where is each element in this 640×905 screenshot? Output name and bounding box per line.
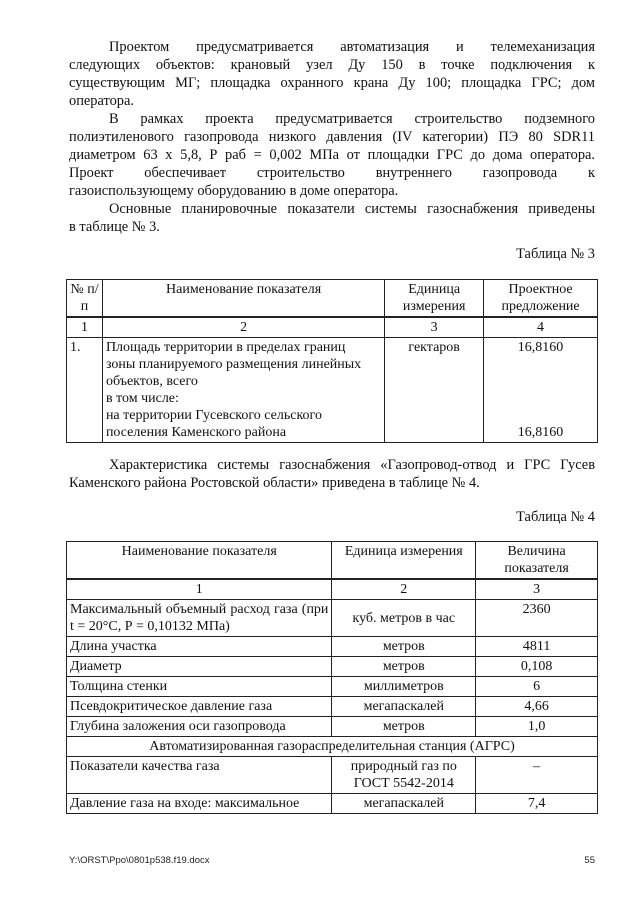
table-row bbox=[67, 697, 598, 717]
text-line: Характеристика системы газоснабжения «Газопровод-отвод и ГРС Гусев bbox=[109, 457, 595, 473]
text-line: В рамках проекта предусматривается строительство подземного bbox=[109, 111, 595, 127]
row-name-line: зоны планируемого размещения линейных bbox=[105, 357, 362, 372]
row-value: 2360 bbox=[476, 600, 598, 637]
header-name: Наименование показателя bbox=[67, 542, 332, 580]
header-value: Величина показателя bbox=[476, 542, 598, 580]
table-row bbox=[67, 637, 598, 657]
row-unit: природный газ по ГОСТ 5542-2014 bbox=[332, 757, 476, 794]
index-cell: 3 bbox=[476, 579, 598, 600]
intro-paragraph-1 bbox=[69, 38, 595, 110]
text-line: оператора. bbox=[69, 93, 134, 109]
text-line: существующим МГ; площадка охранного крана Ду 100; площадка ГРС; дом bbox=[69, 75, 595, 91]
header-num: № п/п bbox=[67, 280, 103, 318]
table4-caption: Таблица № 4 bbox=[516, 509, 595, 525]
row-name: Показатели качества газа bbox=[67, 757, 332, 794]
row-unit: метров bbox=[332, 717, 476, 737]
index-cell: 2 bbox=[332, 579, 476, 600]
table-row bbox=[67, 600, 598, 637]
text-line: следующих объектов: крановый узел Ду 150 в точке подключения к bbox=[69, 57, 595, 73]
index-cell: 2 bbox=[102, 317, 384, 338]
row-name: Диаметр bbox=[67, 657, 332, 677]
row-value: 0,108 bbox=[476, 657, 598, 677]
index-cell: 1 bbox=[67, 579, 332, 600]
text-line: Каменского района Ростовской области» приведена в таблице № 4. bbox=[69, 475, 480, 491]
row-name: Максимальный объемный расход газа (при t = 20°С, Р = 0,10132 МПа) bbox=[67, 600, 332, 637]
table3-header-row bbox=[67, 280, 598, 318]
text-line: Проект обеспечивает строительство внутреннего газопровода к bbox=[69, 165, 595, 181]
row-name: Длина участка bbox=[67, 637, 332, 657]
table4 bbox=[66, 541, 598, 814]
table-row bbox=[67, 757, 598, 794]
row-value: 4811 bbox=[476, 637, 598, 657]
text-line: Основные планировочные показатели системы газоснабжения приведены bbox=[109, 201, 595, 217]
row-unit: метров bbox=[332, 637, 476, 657]
row-value: 4,66 bbox=[476, 697, 598, 717]
row-value bbox=[484, 338, 598, 443]
row-name: Давление газа на входе: максимальное bbox=[67, 794, 332, 814]
footer-file-path: Y:\ORST\Ppo\0801p538.f19.docx bbox=[69, 855, 210, 866]
table3-index-row bbox=[67, 317, 598, 338]
row-num: 1. bbox=[67, 338, 103, 443]
row-name-line: объектов, всего bbox=[105, 374, 198, 389]
text-line: в таблице № 3. bbox=[69, 219, 160, 235]
row-unit: куб. метров в час bbox=[332, 600, 476, 637]
table4-header-row bbox=[67, 542, 598, 580]
table3 bbox=[66, 279, 598, 443]
table-row bbox=[67, 338, 598, 443]
row-unit: метров bbox=[332, 657, 476, 677]
table-row bbox=[67, 657, 598, 677]
middle-paragraph bbox=[69, 456, 595, 492]
table3-caption: Таблица № 3 bbox=[516, 246, 595, 262]
row-name-line: в том числе: bbox=[105, 391, 179, 406]
header-unit: Единица измерения bbox=[385, 280, 484, 318]
row-value-sub: 16,8160 bbox=[517, 425, 564, 440]
table-row bbox=[67, 717, 598, 737]
text-line: Проектом предусматривается автоматизация и телемеханизация bbox=[109, 39, 595, 55]
index-cell: 4 bbox=[484, 317, 598, 338]
text-line: диаметром 63 х 5,8, Р раб = 0,002 МПа от площадки ГРС до дома оператора. bbox=[69, 147, 595, 163]
index-cell: 1 bbox=[67, 317, 103, 338]
header-name: Наименование показателя bbox=[102, 280, 384, 318]
row-unit: гектаров bbox=[385, 338, 484, 443]
header-unit: Единица измерения bbox=[332, 542, 476, 580]
page-number: 55 bbox=[584, 855, 595, 866]
row-name bbox=[102, 338, 384, 443]
table4-index-row bbox=[67, 579, 598, 600]
row-unit: миллиметров bbox=[332, 677, 476, 697]
row-name-line: на территории Гусевского сельского bbox=[105, 408, 322, 423]
row-value: – bbox=[476, 757, 598, 794]
intro-paragraph-2 bbox=[69, 110, 595, 200]
section-header-row bbox=[67, 737, 598, 757]
row-value: 6 bbox=[476, 677, 598, 697]
section-title: Автоматизированная газораспределительная станция (АГРС) bbox=[67, 737, 598, 757]
row-name: Глубина заложения оси газопровода bbox=[67, 717, 332, 737]
intro-paragraph-3 bbox=[69, 200, 595, 236]
row-name: Псевдокритическое давление газа bbox=[67, 697, 332, 717]
row-value: 7,4 bbox=[476, 794, 598, 814]
row-name-line: Площадь территории в пределах границ bbox=[105, 340, 346, 355]
text-line: газоиспользующему оборудованию в доме оператора. bbox=[69, 183, 399, 199]
row-value-total: 16,8160 bbox=[517, 340, 564, 355]
row-unit: мегапаскалей bbox=[332, 794, 476, 814]
row-name: Толщина стенки bbox=[67, 677, 332, 697]
header-value: Проектное предложение bbox=[484, 280, 598, 318]
table-row bbox=[67, 677, 598, 697]
index-cell: 3 bbox=[385, 317, 484, 338]
table-row bbox=[67, 794, 598, 814]
text-line: полиэтиленового газопровода низкого давления (IV категории) ПЭ 80 SDR11 bbox=[69, 129, 595, 145]
row-value: 1,0 bbox=[476, 717, 598, 737]
row-name-line: поселения Каменского района bbox=[105, 425, 287, 440]
row-unit: мегапаскалей bbox=[332, 697, 476, 717]
